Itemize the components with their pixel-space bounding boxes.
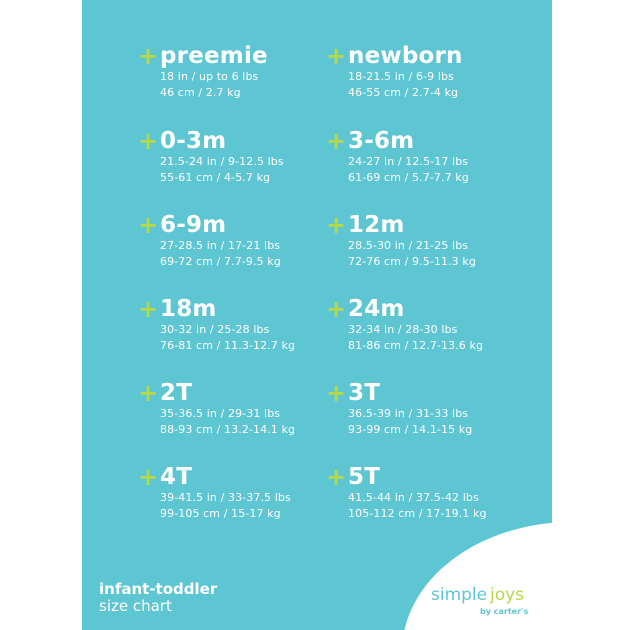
plus-icon: + <box>138 211 159 239</box>
size-label: preemie <box>160 43 268 69</box>
size-24m <box>326 296 483 354</box>
size-metric: 72-76 cm / 9.5-11.3 kg <box>348 255 476 268</box>
size-metric: 46 cm / 2.7 kg <box>160 86 241 99</box>
size-metric: 46-55 cm / 2.7-4 kg <box>348 86 459 99</box>
size-4t <box>138 464 291 522</box>
size-imperial: 24-27 in / 12.5-17 lbs <box>348 155 469 168</box>
logo-by-carters-text: by carter's <box>480 607 529 616</box>
size-imperial: 28.5-30 in / 21-25 lbs <box>348 239 469 252</box>
caption-line-2: size chart <box>99 597 172 615</box>
size-metric: 93-99 cm / 14.1-15 kg <box>348 423 473 436</box>
size-chart-card <box>82 0 552 630</box>
size-6-9m <box>138 212 281 270</box>
plus-icon: + <box>138 463 159 491</box>
plus-icon: + <box>326 211 347 239</box>
size-metric: 55-61 cm / 4-5.7 kg <box>160 171 271 184</box>
size-metric: 81-86 cm / 12.7-13.6 kg <box>348 339 484 352</box>
size-imperial: 27-28.5 in / 17-21 lbs <box>160 239 281 252</box>
logo-simple-text: simple <box>431 585 488 605</box>
size-2t <box>138 380 295 438</box>
size-imperial: 18 in / up to 6 lbs <box>160 70 259 83</box>
size-preemie <box>138 43 268 101</box>
size-label: 12m <box>348 212 405 238</box>
plus-icon: + <box>326 379 347 407</box>
size-3t <box>326 380 472 438</box>
plus-icon: + <box>138 295 159 323</box>
size-metric: 69-72 cm / 7.7-9.5 kg <box>160 255 281 268</box>
size-label: 2T <box>160 380 193 406</box>
plus-icon: + <box>326 295 347 323</box>
simple-joys-logo <box>431 585 546 625</box>
size-label: 6-9m <box>160 212 227 238</box>
size-label: 3-6m <box>348 128 415 154</box>
size-18m <box>138 296 295 354</box>
caption-line-1: infant-toddler <box>99 580 218 598</box>
logo-joys-text: joys <box>490 585 525 605</box>
size-label: newborn <box>348 43 463 69</box>
size-metric: 105-112 cm / 17-19.1 kg <box>348 507 487 520</box>
plus-icon: + <box>326 463 347 491</box>
size-imperial: 35-36.5 in / 29-31 lbs <box>160 407 281 420</box>
size-label: 4T <box>160 464 193 490</box>
size-label: 18m <box>160 296 217 322</box>
chart-caption <box>99 581 217 615</box>
size-label: 24m <box>348 296 405 322</box>
size-imperial: 41.5-44 in / 37.5-42 lbs <box>348 491 479 504</box>
size-imperial: 32-34 in / 28-30 lbs <box>348 323 458 336</box>
plus-icon: + <box>138 127 159 155</box>
size-imperial: 39-41.5 in / 33-37.5 lbs <box>160 491 291 504</box>
plus-icon: + <box>138 379 159 407</box>
plus-icon: + <box>326 42 347 70</box>
size-imperial: 30-32 in / 25-28 lbs <box>160 323 270 336</box>
size-12m <box>326 212 476 270</box>
plus-icon: + <box>138 42 159 70</box>
size-metric: 88-93 cm / 13.2-14.1 kg <box>160 423 296 436</box>
size-imperial: 36.5-39 in / 31-33 lbs <box>348 407 469 420</box>
size-3-6m <box>326 128 469 186</box>
plus-icon: + <box>326 127 347 155</box>
size-metric: 99-105 cm / 15-17 kg <box>160 507 281 520</box>
size-label: 0-3m <box>160 128 227 154</box>
size-label: 5T <box>348 464 381 490</box>
size-metric: 61-69 cm / 5.7-7.7 kg <box>348 171 469 184</box>
size-0-3m <box>138 128 284 186</box>
size-label: 3T <box>348 380 381 406</box>
size-imperial: 18-21.5 in / 6-9 lbs <box>348 70 454 83</box>
size-5t <box>326 464 487 522</box>
size-newborn <box>326 43 463 101</box>
size-metric: 76-81 cm / 11.3-12.7 kg <box>160 339 296 352</box>
size-imperial: 21.5-24 in / 9-12.5 lbs <box>160 155 284 168</box>
